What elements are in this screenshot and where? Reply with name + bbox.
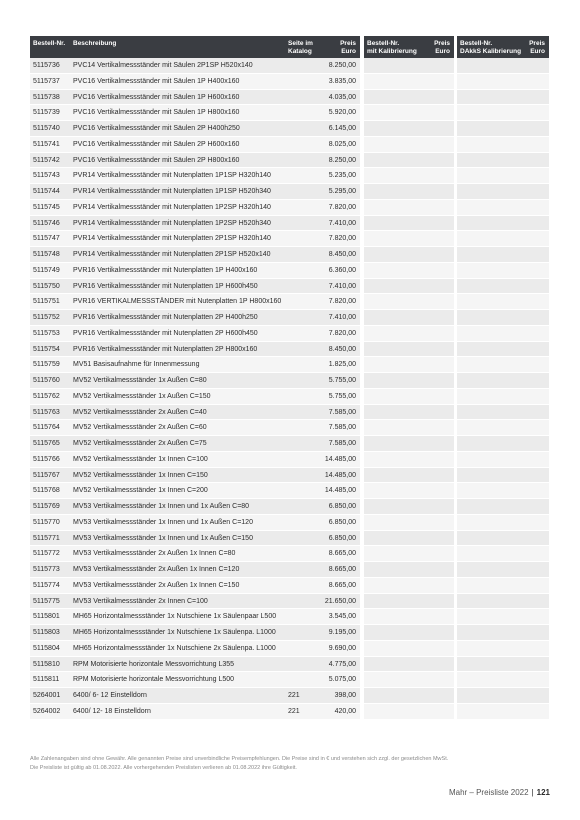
price-cell: 7.585,00 [328, 408, 356, 416]
table-row [30, 168, 360, 184]
description-cell: PVR14 Vertikalmessständer mit Nutenplatten 1P1SP H520h340 [73, 188, 271, 195]
description-cell: MH65 Horizontalmessständer 1x Nutschiene 2x Säulenpa. L1000 [73, 644, 276, 652]
price-cell: 5.075,00 [328, 676, 356, 684]
footer-separator: | [531, 788, 534, 797]
calibration-row [364, 216, 454, 232]
table-row [30, 704, 360, 720]
price-cell: 6.360,00 [328, 266, 356, 274]
price-cell: 8.450,00 [328, 251, 356, 258]
price-cell: 8.665,00 [328, 581, 356, 589]
dakks-row [457, 625, 549, 641]
dakks-row [457, 531, 549, 547]
dakks-row [457, 357, 549, 373]
price-cell: 7.820,00 [328, 329, 356, 337]
calibration-row [364, 483, 454, 499]
calibration-row [364, 688, 454, 704]
price-cell: 398,00 [334, 692, 356, 699]
calibration-table-header [364, 36, 454, 58]
order-number-cell: 5264002 [33, 707, 61, 715]
calibration-table-body [364, 58, 454, 720]
header-cal1-nr-line1: Bestell-Nr. [367, 40, 400, 47]
order-number-cell: 5115772 [33, 550, 60, 558]
calibration-row [364, 625, 454, 641]
header-cal1-price-line2: Euro [435, 48, 450, 55]
dakks-row [457, 279, 549, 295]
description-cell: MV53 Vertikalmessständer 1x Innen und 1x Außen C=80 [73, 503, 250, 510]
price-cell: 4.035,00 [328, 93, 356, 101]
order-number-cell: 5115736 [33, 62, 60, 69]
table-row [30, 279, 360, 295]
header-cal2-nr-line1: Bestell-Nr. [460, 40, 493, 47]
dakks-row [457, 594, 549, 610]
description-cell: MV52 Vertikalmessständer 2x Außen C=60 [73, 424, 207, 432]
price-table [30, 36, 360, 720]
description-cell: PVR16 Vertikalmessständer mit Nutenplatten 1P H400x160 [73, 266, 258, 274]
order-number-cell: 5115769 [33, 503, 60, 510]
calibration-row [364, 452, 454, 468]
price-cell: 7.410,00 [328, 282, 356, 290]
price-cell: 420,00 [334, 707, 356, 715]
description-cell: MV53 Vertikalmessständer 2x Außen 1x Innen C=120 [73, 566, 240, 573]
header-catalog-page [288, 40, 313, 56]
calibration-row [364, 531, 454, 547]
table-row [30, 294, 360, 310]
price-cell: 6.850,00 [328, 503, 356, 510]
price-cell: 21.650,00 [324, 597, 356, 605]
dakks-table-body [457, 58, 549, 720]
price-cell: 14.485,00 [324, 487, 356, 495]
order-number-cell: 5115746 [33, 219, 60, 227]
table-row [30, 263, 360, 279]
table-row [30, 657, 360, 673]
description-cell: MV53 Vertikalmessständer 1x Innen und 1x Außen C=150 [73, 534, 253, 542]
order-number-cell: 5115766 [33, 455, 60, 463]
price-cell: 14.485,00 [324, 455, 356, 463]
description-cell: PVR14 Vertikalmessständer mit Nutenplatten 1P2SP H320h140 [73, 203, 271, 211]
table-row [30, 231, 360, 247]
calibration-row [364, 704, 454, 720]
price-cell: 3.835,00 [328, 77, 356, 85]
description-cell: MH65 Horizontalmessständer 1x Nutschiene 1x Säulenpaar L500 [73, 613, 277, 621]
order-number-cell: 5115762 [33, 392, 60, 400]
dakks-row [457, 499, 549, 515]
order-number-cell: 5115754 [33, 345, 60, 353]
order-number-cell: 5115775 [33, 597, 60, 605]
description-cell: PVR14 Vertikalmessständer mit Nutenplatten 1P1SP H320h140 [73, 172, 271, 180]
footnote-line-2: Die Preisliste ist gültig ab 01.08.2022. Alle vorhergehenden Preislisten verlieren ab 01.08.2022 ihre Gültigkeit. [30, 765, 297, 771]
price-cell: 7.410,00 [328, 314, 356, 321]
calibration-row [364, 263, 454, 279]
header-cal2-nr-line2: DAkkS Kalibrierung [460, 48, 522, 55]
dakks-row [457, 373, 549, 389]
price-cell: 5.755,00 [328, 392, 356, 400]
dakks-row [457, 294, 549, 310]
calibration-row [364, 609, 454, 625]
table-row [30, 137, 360, 153]
footnote-line-1: Alle Zahlenangaben sind ohne Gewähr. Alle genannten Preise sind unverbindliche Preisempfehlungen. Die Preise sind in € und verstehen sich zzgl. der gesetzlichen MwSt. [30, 756, 449, 762]
dakks-row [457, 483, 549, 499]
price-cell: 9.690,00 [328, 644, 356, 652]
table-row [30, 326, 360, 342]
description-cell: PVR16 Vertikalmessständer mit Nutenplatten 2P H800x160 [73, 345, 258, 353]
table-row [30, 436, 360, 452]
calibration-row [364, 231, 454, 247]
price-cell: 8.450,00 [328, 345, 356, 353]
calibration-row [364, 342, 454, 358]
price-cell: 3.545,00 [328, 613, 356, 621]
calibration-row [364, 326, 454, 342]
order-number-cell: 5115773 [33, 566, 60, 573]
table-row [30, 594, 360, 610]
calibration-row [364, 357, 454, 373]
description-cell: PVR16 Vertikalmessständer mit Nutenplatten 2P H600h450 [73, 329, 258, 337]
description-cell: PVR16 Vertikalmessständer mit Nutenplatten 2P H400h250 [73, 314, 258, 321]
dakks-row [457, 468, 549, 484]
price-cell: 1.825,00 [328, 361, 356, 369]
table-row [30, 562, 360, 578]
dakks-row [457, 641, 549, 657]
price-cell: 8.025,00 [328, 140, 356, 148]
table-row [30, 342, 360, 358]
dakks-row [457, 672, 549, 688]
description-cell: PVC16 Vertikalmessständer mit Säulen 1P H400x160 [73, 77, 240, 85]
calibration-row [364, 578, 454, 594]
order-number-cell: 5115765 [33, 440, 60, 447]
header-price [340, 40, 356, 56]
dakks-row [457, 310, 549, 326]
description-cell: MV53 Vertikalmessständer 1x Innen und 1x Außen C=120 [73, 518, 253, 526]
dakks-row [457, 153, 549, 169]
order-number-cell: 5115750 [33, 282, 60, 290]
table-row [30, 216, 360, 232]
dakks-row [457, 704, 549, 720]
header-cal2-price-line1: Preis [529, 40, 545, 47]
price-cell: 6.850,00 [328, 518, 356, 526]
header-cal1-nr-line2: mit Kalibrierung [367, 48, 417, 55]
table-row [30, 357, 360, 373]
table-row [30, 531, 360, 547]
dakks-row [457, 326, 549, 342]
calibration-row [364, 436, 454, 452]
calibration-row [364, 137, 454, 153]
table-row [30, 609, 360, 625]
price-cell: 8.665,00 [328, 566, 356, 573]
price-cell: 8.250,00 [328, 62, 356, 69]
description-cell: MH65 Horizontalmessständer 1x Nutschiene 1x Säulenpa. L1000 [73, 629, 276, 636]
calibration-row [364, 405, 454, 421]
order-number-cell: 5115744 [33, 188, 60, 195]
order-number-cell: 5115745 [33, 203, 60, 211]
price-cell: 14.485,00 [324, 471, 356, 479]
calibration-row [364, 279, 454, 295]
calibration-row [364, 594, 454, 610]
order-number-cell: 5115740 [33, 125, 60, 132]
description-cell: PVR14 Vertikalmessständer mit Nutenplatten 2P1SP H520x140 [73, 251, 271, 258]
order-number-cell: 5115768 [33, 487, 60, 495]
price-cell: 8.250,00 [328, 156, 356, 164]
price-cell: 9.195,00 [328, 629, 356, 636]
header-cal2-price-line2: Euro [530, 48, 545, 55]
description-cell: MV52 Vertikalmessständer 1x Innen C=100 [73, 455, 208, 463]
dakks-row [457, 515, 549, 531]
dakks-row [457, 405, 549, 421]
header-cal1-price-line1: Preis [434, 40, 450, 47]
price-cell: 7.585,00 [328, 424, 356, 432]
order-number-cell: 5115751 [33, 298, 60, 306]
table-row [30, 688, 360, 704]
price-cell: 7.585,00 [328, 440, 356, 447]
description-cell: MV52 Vertikalmessständer 2x Außen C=40 [73, 408, 207, 416]
description-cell: MV52 Vertikalmessständer 1x Innen C=200 [73, 487, 208, 495]
dakks-table-header [457, 36, 549, 58]
order-number-cell: 5115804 [33, 644, 60, 652]
dakks-row [457, 121, 549, 137]
catalog-page-cell: 221 [288, 707, 300, 715]
description-cell: MV52 Vertikalmessständer 2x Außen C=75 [73, 440, 207, 447]
price-cell: 5.235,00 [328, 172, 356, 180]
order-number-cell: 5115747 [33, 235, 60, 243]
calibration-table [364, 36, 454, 720]
table-row [30, 546, 360, 562]
calibration-row [364, 657, 454, 673]
disclaimer-footnote [30, 755, 550, 773]
price-table-header [30, 36, 360, 58]
header-price-line2: Euro [341, 48, 356, 55]
order-number-cell: 5115801 [33, 613, 60, 621]
table-row [30, 499, 360, 515]
price-cell: 7.820,00 [328, 235, 356, 243]
header-catalog-page-line2: Katalog [288, 48, 312, 55]
calibration-row [364, 153, 454, 169]
header-order-number: Bestell-Nr. [33, 40, 66, 47]
table-row [30, 153, 360, 169]
dakks-row [457, 436, 549, 452]
order-number-cell: 5115774 [33, 581, 60, 589]
calibration-row [364, 184, 454, 200]
table-row [30, 200, 360, 216]
description-cell: PVR14 Vertikalmessständer mit Nutenplatten 2P1SP H320h140 [73, 235, 271, 243]
description-cell: MV52 Vertikalmessständer 1x Innen C=150 [73, 471, 208, 479]
calibration-row [364, 247, 454, 263]
table-row [30, 90, 360, 106]
table-row [30, 515, 360, 531]
price-cell: 7.820,00 [328, 298, 356, 306]
header-calibration-order-number [367, 40, 417, 56]
price-cell: 5.755,00 [328, 377, 356, 384]
calibration-row [364, 200, 454, 216]
dakks-row [457, 562, 549, 578]
table-row [30, 105, 360, 121]
price-cell: 8.665,00 [328, 550, 356, 558]
description-cell: PVC14 Vertikalmessständer mit Säulen 2P1SP H520x140 [73, 62, 253, 69]
description-cell: PVC16 Vertikalmessständer mit Säulen 2P H800x160 [73, 156, 240, 164]
order-number-cell: 5115737 [33, 77, 60, 85]
table-row [30, 641, 360, 657]
footer-title: Mahr – Preisliste 2022 [448, 788, 529, 797]
table-row [30, 578, 360, 594]
table-row [30, 625, 360, 641]
order-number-cell: 5115742 [33, 156, 60, 164]
dakks-row [457, 231, 549, 247]
header-catalog-page-line1: Seite im [288, 40, 313, 47]
calibration-row [364, 641, 454, 657]
order-number-cell: 5115763 [33, 408, 60, 416]
dakks-row [457, 263, 549, 279]
order-number-cell: 5115767 [33, 471, 60, 479]
dakks-row [457, 105, 549, 121]
order-number-cell: 5115810 [33, 660, 60, 668]
dakks-row [457, 452, 549, 468]
description-cell: 6400/ 12- 18 Einstelldorn [73, 707, 151, 715]
dakks-row [457, 58, 549, 74]
page-footer [449, 788, 550, 797]
table-row [30, 483, 360, 499]
order-number-cell: 5115738 [33, 93, 60, 101]
dakks-row [457, 389, 549, 405]
price-cell: 4.775,00 [328, 660, 356, 668]
calibration-row [364, 562, 454, 578]
description-cell: MV53 Vertikalmessständer 2x Außen 1x Innen C=150 [73, 581, 240, 589]
description-cell: PVR16 VERTIKALMESSSTÄNDER mit Nutenplatten 1P H800x160 [73, 298, 282, 306]
dakks-row [457, 247, 549, 263]
calibration-row [364, 310, 454, 326]
dakks-row [457, 546, 549, 562]
calibration-row [364, 168, 454, 184]
order-number-cell: 5115749 [33, 266, 60, 274]
price-cell: 5.920,00 [328, 109, 356, 117]
order-number-cell: 5115760 [33, 377, 60, 384]
description-cell: MV53 Vertikalmessständer 2x Innen C=100 [73, 597, 208, 605]
calibration-row [364, 121, 454, 137]
order-number-cell: 5115811 [33, 676, 60, 684]
dakks-row [457, 578, 549, 594]
calibration-row [364, 420, 454, 436]
description-cell: PVC16 Vertikalmessständer mit Säulen 1P H600x160 [73, 93, 240, 101]
order-number-cell: 5115741 [33, 140, 60, 148]
table-row [30, 310, 360, 326]
dakks-row [457, 609, 549, 625]
calibration-row [364, 389, 454, 405]
price-cell: 5.295,00 [328, 188, 356, 195]
dakks-table [457, 36, 549, 720]
header-description: Beschreibung [73, 40, 117, 47]
calibration-row [364, 58, 454, 74]
description-cell: PVR16 Vertikalmessständer mit Nutenplatten 1P H600h450 [73, 282, 258, 290]
table-row [30, 468, 360, 484]
description-cell: RPM Motorisierte horizontale Messvorrichtung L355 [73, 660, 235, 668]
header-calibration-price [434, 40, 450, 56]
calibration-row [364, 90, 454, 106]
calibration-row [364, 74, 454, 90]
order-number-cell: 5115743 [33, 172, 60, 180]
calibration-row [364, 468, 454, 484]
header-price-line1: Preis [340, 40, 356, 47]
dakks-row [457, 168, 549, 184]
dakks-row [457, 688, 549, 704]
calibration-row [364, 546, 454, 562]
dakks-row [457, 74, 549, 90]
catalog-page-cell: 221 [288, 692, 300, 699]
price-table-body [30, 58, 360, 720]
table-row [30, 405, 360, 421]
table-row [30, 420, 360, 436]
order-number-cell: 5115752 [33, 314, 60, 321]
dakks-row [457, 184, 549, 200]
dakks-row [457, 216, 549, 232]
dakks-row [457, 342, 549, 358]
calibration-row [364, 499, 454, 515]
description-cell: PVC16 Vertikalmessständer mit Säulen 2P H400h250 [73, 125, 240, 132]
order-number-cell: 5115753 [33, 329, 60, 337]
description-cell: MV52 Vertikalmessständer 1x Außen C=150 [73, 392, 211, 400]
order-number-cell: 5115771 [33, 534, 60, 542]
table-row [30, 389, 360, 405]
table-row [30, 672, 360, 688]
table-row [30, 452, 360, 468]
description-cell: 6400/ 6- 12 Einstelldorn [73, 692, 147, 699]
calibration-row [364, 672, 454, 688]
calibration-row [364, 294, 454, 310]
header-dakks-order-number [460, 40, 521, 56]
calibration-row [364, 373, 454, 389]
order-number-cell: 5115748 [33, 251, 60, 258]
header-dakks-price [529, 40, 545, 56]
description-cell: RPM Motorisierte horizontale Messvorrichtung L500 [73, 676, 235, 684]
price-cell: 6.145,00 [328, 125, 356, 132]
table-row [30, 247, 360, 263]
price-cell: 7.410,00 [328, 219, 356, 227]
order-number-cell: 5115770 [33, 518, 60, 526]
price-cell: 6.850,00 [328, 534, 356, 542]
dakks-row [457, 90, 549, 106]
table-row [30, 121, 360, 137]
calibration-row [364, 105, 454, 121]
calibration-row [364, 515, 454, 531]
page-number: 121 [536, 788, 550, 797]
order-number-cell: 5115803 [33, 629, 60, 636]
description-cell: MV51 Basisaufnahme für Innenmessung [73, 361, 200, 369]
table-row [30, 373, 360, 389]
description-cell: PVC16 Vertikalmessständer mit Säulen 2P H600x160 [73, 140, 240, 148]
order-number-cell: 5115764 [33, 424, 60, 432]
description-cell: MV52 Vertikalmessständer 1x Außen C=80 [73, 377, 207, 384]
table-row [30, 58, 360, 74]
dakks-row [457, 420, 549, 436]
table-row [30, 74, 360, 90]
dakks-row [457, 200, 549, 216]
dakks-row [457, 657, 549, 673]
dakks-row [457, 137, 549, 153]
order-number-cell: 5115739 [33, 109, 60, 117]
description-cell: PVR14 Vertikalmessständer mit Nutenplatten 1P2SP H520h340 [73, 219, 271, 227]
price-cell: 7.820,00 [328, 203, 356, 211]
order-number-cell: 5264001 [33, 692, 61, 699]
order-number-cell: 5115759 [33, 361, 60, 369]
table-row [30, 184, 360, 200]
description-cell: PVC16 Vertikalmessständer mit Säulen 1P H800x160 [73, 109, 240, 117]
description-cell: MV53 Vertikalmessständer 2x Außen 1x Innen C=80 [73, 550, 236, 558]
